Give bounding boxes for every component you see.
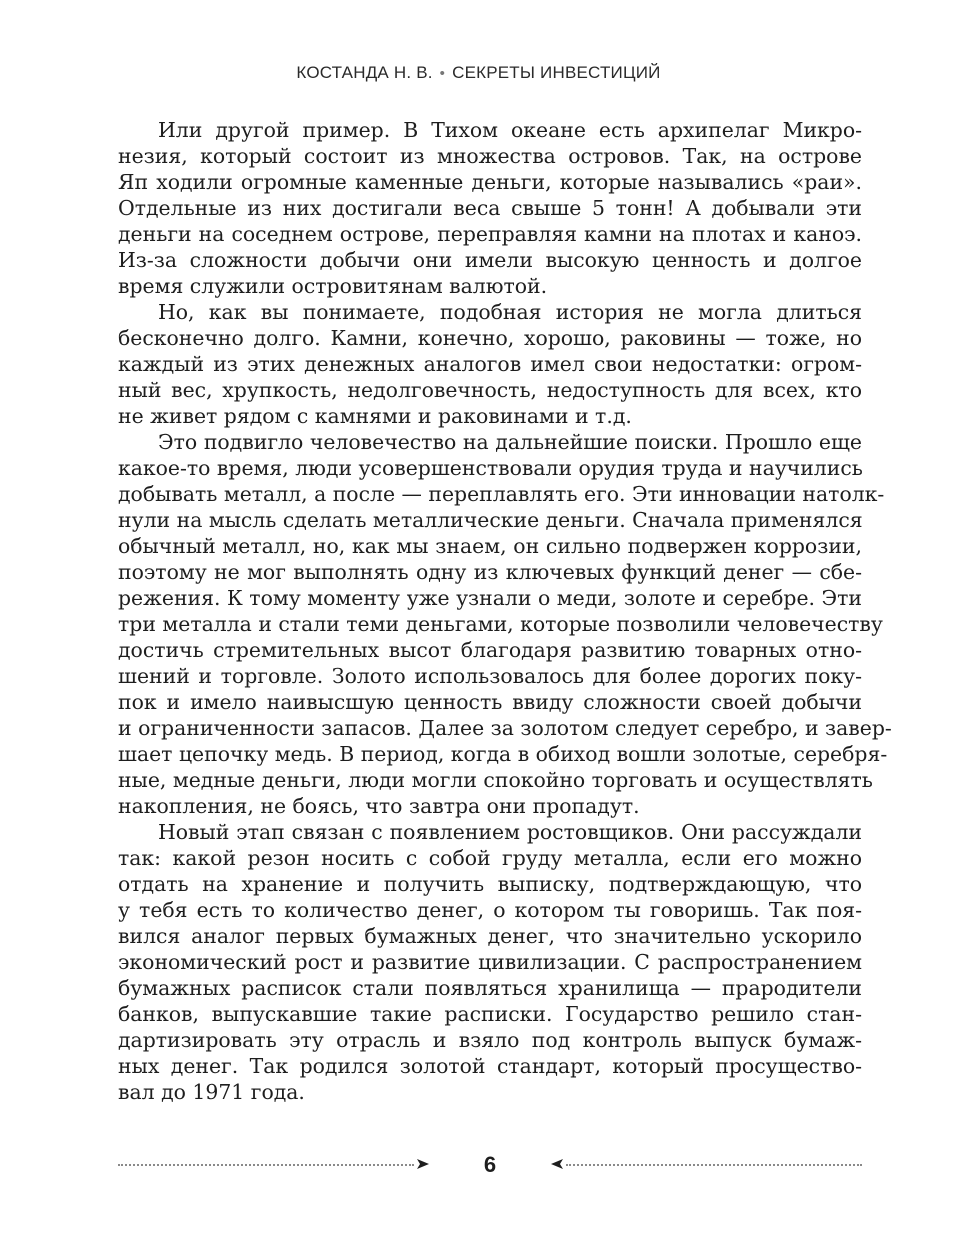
page-body [118, 117, 892, 1105]
running-header [0, 62, 957, 85]
text-line: незия, который состоит из множества островов. Так, на острове [118, 144, 862, 168]
text-line: Из-за сложности добычи они имели высокую ценность и долгое [118, 248, 862, 272]
arrow-left-icon [550, 1157, 564, 1171]
text-line: Или другой пример. В Тихом океане есть архипелаг Микро- [158, 118, 862, 142]
text-line: бесконечно долго. Камни, конечно, хорошо, раковины — тоже, но [118, 326, 862, 350]
text-line: какое-то время, люди усовершенствовали орудия труда и научились [118, 456, 863, 480]
text-line: у тебя есть то количество денег, о котором ты говоришь. Так поя- [118, 898, 862, 922]
text-line: Яп ходили огромные каменные деньги, которые назывались «раи». [118, 170, 862, 194]
text-line: обычный металл, но, как мы знаем, он сильно подвержен коррозии, [118, 534, 862, 558]
text-line: ный вес, хрупкость, недолговечность, недоступность для всех, кто [118, 378, 862, 402]
text-line: шений и торговле. Золото использовалось для более дорогих поку- [118, 664, 862, 688]
text-line: бумажных расписок стали появляться хранилища — прародители [118, 976, 862, 1000]
text-line: дартизировать эту отрасль и взяло под контроль выпуск бумаж- [118, 1028, 862, 1052]
text-line: Отдельные из них достигали веса свыше 5 тонн! А добывали эти [118, 196, 862, 220]
text-line: нули на мысль сделать металлические деньги. Сначала применялся [118, 508, 863, 532]
text-line: Но, как вы понимаете, подобная история не могла длиться [158, 300, 862, 324]
text-line: достичь стремительных высот благодаря развитию товарных отно- [118, 638, 862, 662]
header-author: КОСТАНДА Н. В. [296, 63, 433, 82]
text-line: Новый этап связан с появлением ростовщиков. Они рассуждали [158, 820, 862, 844]
page-number: 6 [483, 1152, 497, 1177]
text-line: так: какой резон носить с собой груду металла, если его можно [118, 846, 862, 870]
text-line: каждый из этих денежных аналогов имел свои недостатки: огром- [118, 352, 862, 376]
text-line: ные, медные деньги, люди могли спокойно торговать и осуществлять [118, 768, 873, 792]
text-line: пок и имело наивысшую ценность ввиду сложности своей добычи [118, 690, 862, 714]
text-line: деньги на соседнем острове, переправляя камни на плотах и каноэ. [118, 222, 862, 246]
text-line: поэтому не мог выполнять одну из ключевых функций денег — сбе- [118, 560, 862, 584]
text-line: три металла и стали теми деньгами, которые позволили человечеству [118, 612, 883, 636]
header-separator: • [439, 65, 446, 82]
page-footer [118, 1150, 862, 1180]
text-line: ных денег. Так родился золотой стандарт, который просущество- [118, 1054, 862, 1078]
text-line: и ограниченности запасов. Далее за золотом следует серебро, и завер- [118, 716, 892, 740]
text-line: накопления, не боясь, что завтра они пропадут. [118, 794, 640, 818]
header-book-title: СЕКРЕТЫ ИНВЕСТИЦИЙ [452, 63, 661, 82]
text-line: банков, выпускавшие такие расписки. Государство решило стан- [118, 1002, 862, 1026]
text-line: вился аналог первых бумажных денег, что значительно ускорило [118, 924, 862, 948]
text-line: экономический рост и развитие цивилизации. С распространением [118, 950, 862, 974]
text-line: добывать металл, а после — переплавлять его. Эти инновации натолк- [118, 482, 885, 506]
footer-dotted-rule-right [566, 1164, 862, 1166]
text-line: Это подвигло человечество на дальнейшие поиски. Прошло еще [158, 430, 862, 454]
text-line: режения. К тому моменту уже узнали о меди, золоте и серебре. Эти [118, 586, 862, 610]
text-line: вал до 1971 года. [118, 1080, 305, 1104]
text-line: не живет рядом с камнями и раковинами и т.д. [118, 404, 632, 428]
text-line: отдать на хранение и получить выписку, подтверждающую, что [118, 872, 862, 896]
text-line: время служили островитянам валютой. [118, 274, 548, 298]
text-line: шает цепочку медь. В период, когда в обиход вошли золотые, серебря- [118, 742, 888, 766]
